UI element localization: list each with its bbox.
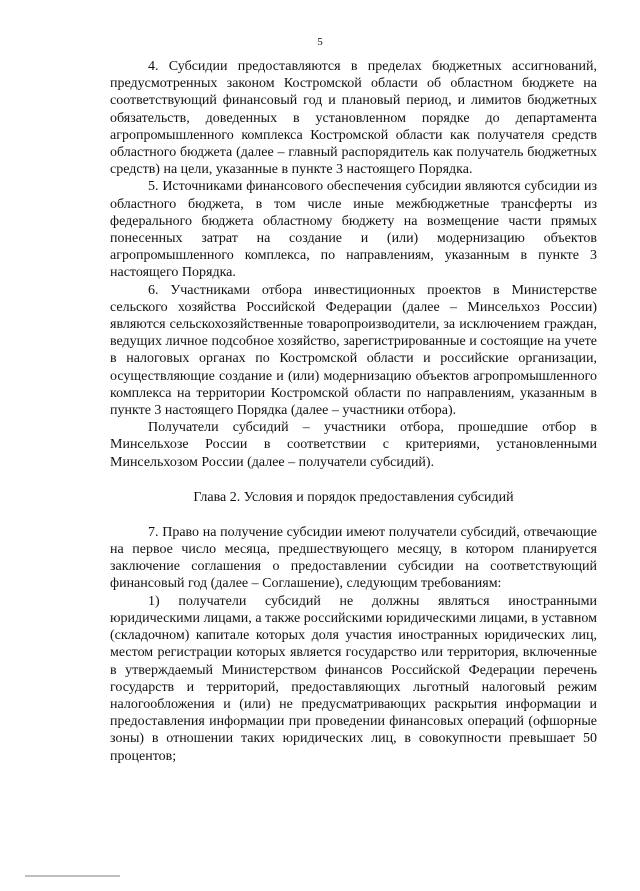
paragraph-recipients: Получатели субсидий – участники отбора, прошедшие отбор в Минсельхозе России в соответствии с критериями, установленными Минсельхозом России (далее – получатели субсидий). xyxy=(110,420,597,470)
paragraph-4: 4. Субсидии предоставляются в пределах бюджетных ассигнований, предусмотренных законом Костромской области об областном бюджете на соответствующий финансовый год и плановый период, и лимитов бюджетных обязательств, доведенных в установленном порядке до департамента агропромышленного комплекса Костромской области как получателя средств областного бюджета (далее – главный распорядитель как получатель бюджетных средств) на цели, указанные в пункте 3 настоящего Порядка. xyxy=(110,59,597,178)
document-body xyxy=(110,58,597,765)
paragraph-7-item-1: 1) получатели субсидий не должны являться иностранными юридическими лицами, а также российскими юридическими лицами, в уставном (складочном) капитале которых доля участия иностранных юридических лиц, местом регистрации которых является государство или территория, включенные в утверждаемый Министерством финансов Российской Федерации перечень государств и территорий, предоставляющих льготный налоговый режим налогообложения и (или) не предусматривающих раскрытия информации и предоставления информации при проведении финансовых операций (офшорные зоны) в отношении таких юридических лиц, в совокупности превышает 50 процентов; xyxy=(110,593,597,764)
paragraph-7: 7. Право на получение субсидии имеют получатели субсидий, отвечающие на первое число месяца, предшествующего месяцу, в котором планируется заключение соглашения о предоставлении субсидии на соответствующий финансовый год (далее – Соглашение), следующим требованиям: xyxy=(110,524,597,592)
page-number: 5 xyxy=(317,36,323,48)
chapter-heading: Глава 2. Условия и порядок предоставления субсидий xyxy=(193,489,514,505)
footer-divider xyxy=(25,875,120,877)
paragraph-5: 5. Источниками финансового обеспечения субсидии являются субсидии из областного бюджета, в том числе иные межбюджетные трансферты из федерального бюджета областному бюджету на возмещение части прямых понесенных затрат на создание и (или) модернизацию объектов агропромышленного комплекса, по направлениям, указанным в пункте 3 настоящего Порядка. xyxy=(110,179,597,281)
paragraph-6: 6. Участниками отбора инвестиционных проектов в Министерстве сельского хозяйства Российской Федерации (далее – Минсельхоз России) являются сельскохозяйственные товаропроизводители, за исключением граждан, ведущих личное подсобное хозяйство, зарегистрированные и состоящие на учете в налоговых органах по Костромской области и российские организации, осуществляющие создание и (или) модернизацию объектов агропромышленного комплекса на территории Костромской области по направлениям, указанным в пункте 3 настоящего Порядка (далее – участники отбора). xyxy=(110,282,597,419)
